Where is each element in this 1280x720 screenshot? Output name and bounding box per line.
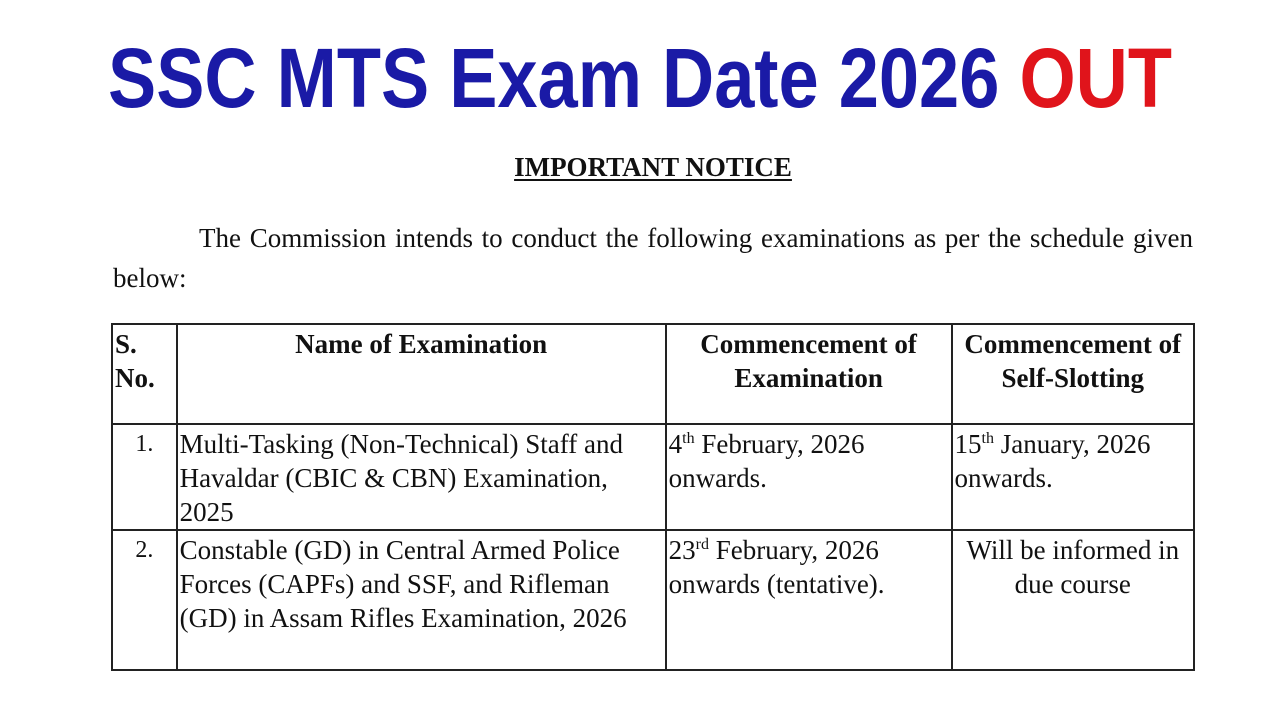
commencement-day-suffix: th <box>682 430 695 447</box>
self-slotting-rest: January, 2026 onwards. <box>954 429 1151 493</box>
self-slotting-day-suffix: th <box>981 430 994 447</box>
header-sno: S. No. <box>112 324 177 424</box>
commencement-day-suffix: rd <box>695 536 709 553</box>
exam-schedule-table <box>111 323 1195 671</box>
notice-intro-text: The Commission intends to conduct the following examinations as per the schedule given below: <box>113 223 1193 293</box>
notice-title: IMPORTANT NOTICE <box>514 152 792 182</box>
headline-accent: OUT <box>1019 31 1172 125</box>
row-commencement <box>666 530 952 670</box>
header-exam-name: Name of Examination <box>177 324 666 424</box>
row-commencement <box>666 424 952 530</box>
table-header-row <box>112 324 1194 424</box>
row-self-slotting: Will be informed in due course <box>952 530 1194 670</box>
headline-main: SSC MTS Exam Date 2026 <box>108 31 1000 125</box>
row-self-slotting <box>952 424 1194 530</box>
row-exam-name: Multi-Tasking (Non-Technical) Staff and Havaldar (CBIC & CBN) Examination, 2025 <box>177 424 666 530</box>
header-commencement: Commencement of Examination <box>666 324 952 424</box>
commencement-rest: February, 2026 onwards. <box>668 429 865 493</box>
header-self-slotting: Commencement of Self-Slotting <box>952 324 1194 424</box>
row-sno: 1. <box>112 424 177 530</box>
table-row <box>112 530 1194 670</box>
commencement-day: 4 <box>668 429 683 459</box>
self-slotting-day: 15 <box>954 429 982 459</box>
headline <box>90 30 1191 126</box>
row-exam-name: Constable (GD) in Central Armed Police Forces (CAPFs) and SSF, and Rifleman (GD) in Assam Rifles Examination, 2026 <box>177 530 666 670</box>
notice-intro <box>113 218 1193 298</box>
table-row <box>112 424 1194 530</box>
row-sno: 2. <box>112 530 177 670</box>
commencement-rest: February, 2026 onwards (tentative). <box>668 535 885 599</box>
commencement-day: 23 <box>668 535 696 565</box>
